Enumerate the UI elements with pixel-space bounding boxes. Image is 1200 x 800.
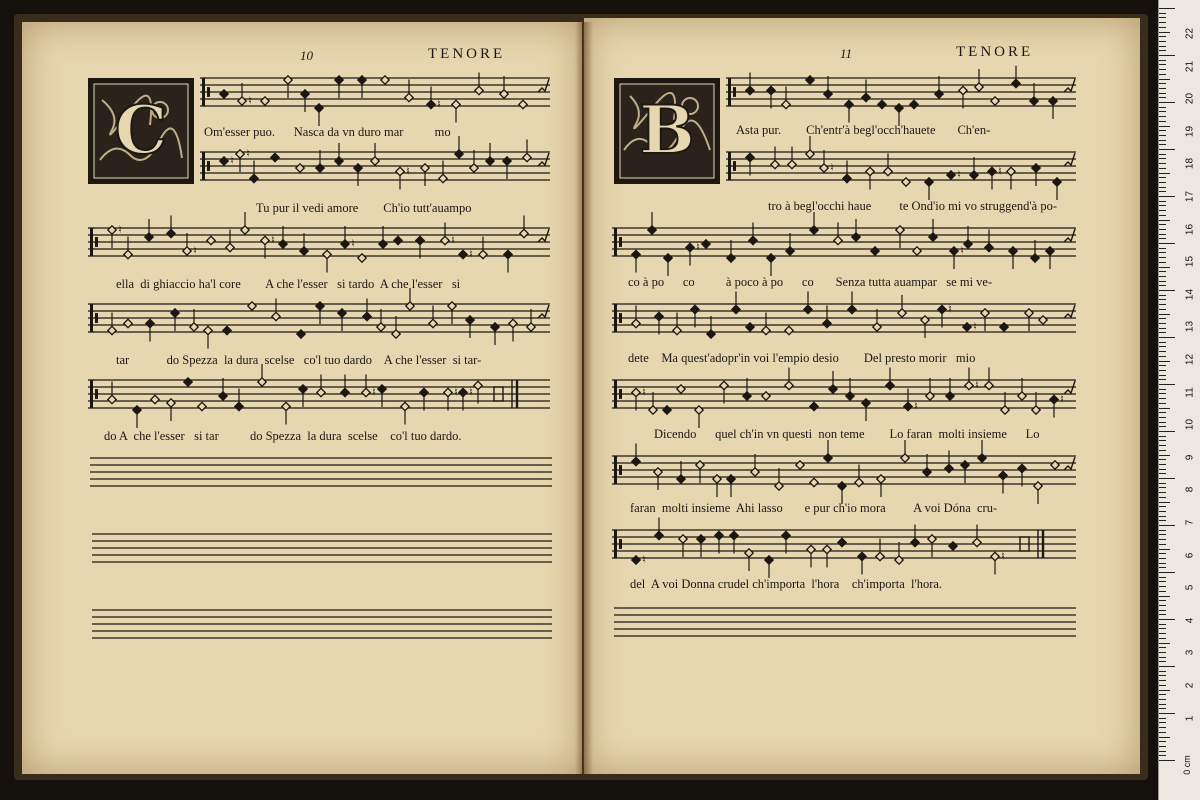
- lyric-line: Om'esser puo. Nasca da vn duro mar mo: [204, 125, 451, 139]
- ruler-label: 3: [1184, 650, 1196, 656]
- ruler-tick: [1159, 361, 1170, 362]
- ruler-tick: [1159, 600, 1166, 601]
- ruler-tick: [1159, 140, 1166, 141]
- music-staff: [88, 224, 550, 260]
- ruler-tick: [1159, 699, 1166, 700]
- lyric-line: co à po co à poco à po co Senza tutta auampar se mi ve-: [628, 275, 993, 289]
- svg-text:♮: ♮: [1001, 549, 1005, 563]
- measurement-ruler: [1158, 0, 1200, 800]
- ruler-label: 21: [1184, 60, 1196, 72]
- ruler-tick: [1159, 478, 1175, 479]
- svg-text:♮: ♮: [948, 302, 952, 316]
- ruler-tick: [1159, 525, 1175, 526]
- ruler-tick: [1159, 577, 1166, 578]
- ruler-tick: [1159, 337, 1175, 338]
- left-decorated-initial: [88, 78, 194, 184]
- ruler-tick: [1159, 412, 1166, 413]
- ruler-tick: [1159, 614, 1166, 615]
- svg-text:♮: ♮: [642, 385, 646, 399]
- ruler-tick: [1159, 356, 1166, 357]
- ruler-label: 6: [1184, 552, 1196, 558]
- empty-staff: [614, 604, 1076, 640]
- ruler-label: 20: [1184, 93, 1196, 105]
- right-part-name: TENORE: [956, 44, 1034, 60]
- lyric-line: faran molti insieme Ahi lasso e pur ch'io mora A voi Dóna cru-: [630, 501, 998, 515]
- ruler-tick: [1159, 652, 1166, 653]
- svg-text:♮: ♮: [469, 247, 473, 261]
- svg-text:♮: ♮: [998, 164, 1002, 178]
- svg-text:♮: ♮: [973, 320, 977, 333]
- ruler-tick: [1159, 130, 1166, 131]
- ruler-label: 22: [1184, 27, 1196, 40]
- lyric-line: del A voi Donna crudel ch'importa l'hora ch'importa l'hora.: [630, 577, 943, 591]
- ruler-tick: [1159, 224, 1166, 225]
- lyric-line: tro à begl'occhi haue te Ond'io mi vo struggend'à po-: [768, 199, 1057, 213]
- ruler-label: 15: [1184, 256, 1196, 268]
- ruler-tick: [1159, 436, 1166, 437]
- ruler-tick: [1159, 563, 1166, 564]
- ruler-tick: [1159, 431, 1175, 432]
- ruler-label: 18: [1184, 158, 1196, 170]
- ruler-tick: [1159, 408, 1170, 409]
- ruler-tick: [1159, 271, 1166, 272]
- ruler-tick: [1159, 50, 1166, 51]
- ruler-tick: [1159, 450, 1166, 451]
- empty-staff: [90, 454, 552, 490]
- ruler-label: 2: [1184, 682, 1196, 689]
- ruler-tick: [1159, 74, 1166, 75]
- lyric-line: dete Ma quest'adopr'in voi l'empio desio Del presto morir mio: [628, 351, 976, 365]
- ruler-tick: [1159, 323, 1166, 324]
- ruler-tick: [1159, 591, 1166, 592]
- ruler-tick: [1159, 534, 1166, 535]
- ruler-tick: [1159, 638, 1166, 639]
- ruler-tick: [1159, 93, 1166, 94]
- ruler-tick: [1159, 173, 1170, 174]
- ruler-tick: [1159, 459, 1166, 460]
- lyric-line: Asta pur. Ch'entr'à begl'occh'hauete Ch'en-: [736, 123, 991, 137]
- ruler-tick: [1159, 469, 1166, 470]
- ruler-tick: [1159, 149, 1175, 150]
- svg-text:♮: ♮: [454, 385, 458, 399]
- svg-text:♮: ♮: [437, 97, 441, 111]
- ruler-tick: [1159, 755, 1166, 756]
- ruler-tick: [1159, 163, 1166, 164]
- ruler-tick: [1159, 304, 1166, 305]
- lyric-line: Dicendo quel ch'in vn questi non teme Lo faran molti insieme Lo: [654, 427, 1040, 441]
- ruler-tick: [1159, 201, 1166, 202]
- ruler-tick: [1159, 680, 1166, 681]
- music-staff: [612, 376, 1076, 412]
- ruler-tick: [1159, 215, 1166, 216]
- svg-text:♮: ♮: [248, 94, 252, 107]
- ruler-tick: [1159, 690, 1170, 691]
- svg-text:♮: ♮: [960, 244, 964, 257]
- ruler-tick: [1159, 126, 1170, 127]
- ruler-tick: [1159, 751, 1166, 752]
- ruler-tick: [1159, 685, 1166, 686]
- ruler-tick: [1159, 746, 1166, 747]
- ruler-tick: [1159, 285, 1166, 286]
- ruler-tick: [1159, 332, 1166, 333]
- music-staff: [726, 74, 1076, 110]
- ruler-tick: [1159, 520, 1166, 521]
- ruler-tick: [1159, 27, 1166, 28]
- ruler-tick: [1159, 220, 1170, 221]
- svg-text:♮: ♮: [469, 385, 473, 399]
- ruler-tick: [1159, 248, 1166, 249]
- lyric-line: ella di ghiaccio ha'l core A che l'esser si tardo A che l'esser si: [116, 277, 461, 291]
- left-part-name: TENORE: [428, 46, 506, 62]
- ruler-tick: [1159, 464, 1166, 465]
- ruler-tick: [1159, 544, 1166, 545]
- ruler-label: 13: [1184, 321, 1196, 333]
- lyric-line: Tu pur il vedi amore Ch'io tutt'auampo: [256, 201, 472, 215]
- music-staff: [612, 526, 1076, 566]
- ruler-tick: [1159, 351, 1166, 352]
- ruler-tick: [1159, 643, 1170, 644]
- music-staff: [88, 376, 550, 412]
- ruler-tick: [1159, 384, 1175, 385]
- ruler-tick: [1159, 365, 1166, 366]
- ruler-label: 9: [1184, 454, 1196, 461]
- ruler-tick: [1159, 290, 1175, 291]
- ruler-tick: [1159, 36, 1166, 37]
- ruler-tick: [1159, 708, 1166, 709]
- ruler-label: 12: [1184, 353, 1196, 366]
- ruler-tick: [1159, 295, 1166, 296]
- empty-staff: [92, 606, 552, 642]
- ruler-tick: [1159, 671, 1166, 672]
- ruler-label: 7: [1184, 519, 1196, 526]
- ruler-tick: [1159, 79, 1170, 80]
- ruler-tick: [1159, 267, 1170, 268]
- ruler-tick: [1159, 497, 1166, 498]
- ruler-tick: [1159, 586, 1166, 587]
- ruler-label: 17: [1184, 190, 1196, 203]
- svg-text:♮: ♮: [957, 168, 961, 181]
- ruler-tick: [1159, 403, 1166, 404]
- music-staff: [726, 148, 1076, 184]
- ruler-tick: [1159, 455, 1170, 456]
- svg-text:♮: ♮: [1060, 392, 1064, 406]
- ruler-tick: [1159, 473, 1166, 474]
- ruler-tick: [1159, 737, 1170, 738]
- ruler-tick: [1159, 553, 1166, 554]
- ruler-tick: [1159, 732, 1166, 733]
- music-staff: [612, 300, 1076, 336]
- music-staff: [200, 74, 550, 110]
- lyric-line: tar do Spezza la dura scelse co'l tuo dardo A che l'esser si tar-: [116, 353, 482, 367]
- ruler-tick: [1159, 102, 1175, 103]
- ruler-tick: [1159, 196, 1175, 197]
- left-page-number: 10: [300, 48, 313, 63]
- ruler-tick: [1159, 389, 1166, 390]
- music-staff: [88, 300, 550, 336]
- ruler-tick: [1159, 567, 1166, 568]
- ruler-tick: [1159, 205, 1166, 206]
- ruler-tick: [1159, 17, 1166, 18]
- ruler-tick: [1159, 610, 1166, 611]
- ruler-tick: [1159, 41, 1166, 42]
- ruler-tick: [1159, 487, 1166, 488]
- ruler-tick: [1159, 581, 1166, 582]
- ruler-label: 11: [1184, 386, 1196, 398]
- ruler-tick: [1159, 605, 1166, 606]
- svg-text:♮: ♮: [830, 161, 834, 174]
- ruler-tick: [1159, 177, 1166, 178]
- right-decorated-initial: [614, 78, 720, 184]
- ruler-tick: [1159, 135, 1166, 136]
- ruler-label: 16: [1184, 223, 1196, 235]
- ruler-tick: [1159, 238, 1166, 239]
- ruler-tick: [1159, 675, 1166, 676]
- ruler-tick: [1159, 234, 1166, 235]
- svg-text:♮: ♮: [271, 233, 275, 247]
- ruler-tick: [1159, 158, 1166, 159]
- ruler-label: 5: [1184, 584, 1196, 591]
- ruler-label: 1: [1184, 715, 1196, 721]
- ruler-tick: [1159, 83, 1166, 84]
- ruler-tick: [1159, 210, 1166, 211]
- ruler-tick: [1159, 243, 1175, 244]
- ruler-tick: [1159, 379, 1166, 380]
- ruler-tick: [1159, 257, 1166, 258]
- music-staff: [200, 148, 550, 184]
- ruler-tick: [1159, 262, 1166, 263]
- ruler-tick: [1159, 722, 1166, 723]
- ruler-tick: [1159, 558, 1166, 559]
- ruler-tick: [1159, 549, 1170, 550]
- svg-text:♮: ♮: [372, 385, 376, 399]
- svg-text:♮: ♮: [193, 244, 197, 257]
- ruler-tick: [1159, 64, 1166, 65]
- ruler-label: 19: [1184, 125, 1196, 137]
- ruler-tick: [1159, 492, 1166, 493]
- ruler-tick: [1159, 633, 1166, 634]
- empty-staff: [92, 530, 552, 566]
- ruler-tick: [1159, 154, 1166, 155]
- ruler-tick: [1159, 60, 1166, 61]
- svg-text:♮: ♮: [118, 223, 122, 236]
- ruler-tick: [1159, 346, 1166, 347]
- ruler-tick: [1159, 375, 1166, 376]
- ruler-tick: [1159, 511, 1166, 512]
- ruler-tick: [1159, 299, 1166, 300]
- ruler-tick: [1159, 727, 1166, 728]
- ruler-tick: [1159, 69, 1166, 70]
- ruler-tick: [1159, 97, 1166, 98]
- ruler-tick: [1159, 281, 1166, 282]
- ruler-tick: [1159, 624, 1166, 625]
- music-staff: [612, 452, 1076, 488]
- svg-text:♮: ♮: [351, 237, 355, 250]
- ruler-tick: [1159, 55, 1175, 56]
- ruler-label: 14: [1184, 288, 1196, 300]
- ruler-tick: [1159, 252, 1166, 253]
- ruler-tick: [1159, 370, 1166, 371]
- ruler-tick: [1159, 713, 1175, 714]
- lyric-line: do A che l'esser si tar do Spezza la dura scelse co'l tuo dardo.: [104, 429, 462, 443]
- svg-text:♮: ♮: [230, 154, 234, 167]
- svg-text:♮: ♮: [406, 164, 410, 178]
- svg-text:♮: ♮: [451, 233, 455, 247]
- ruler-tick: [1159, 144, 1166, 145]
- ruler-tick: [1159, 741, 1166, 742]
- ruler-tick: [1159, 426, 1166, 427]
- ruler-tick: [1159, 445, 1166, 446]
- ruler-tick: [1159, 483, 1166, 484]
- ruler-tick: [1159, 107, 1166, 108]
- ruler-tick: [1159, 13, 1166, 14]
- ruler-tick: [1159, 619, 1175, 620]
- ruler-tick: [1159, 628, 1166, 629]
- ruler-tick: [1159, 182, 1166, 183]
- ruler-tick: [1159, 22, 1166, 23]
- ruler-tick: [1159, 328, 1166, 329]
- svg-text:♮: ♮: [696, 240, 700, 254]
- ruler-unit-label: 0 cm: [1181, 755, 1192, 775]
- ruler-tick: [1159, 318, 1166, 319]
- svg-text:♮: ♮: [914, 399, 918, 413]
- svg-text:♮: ♮: [246, 147, 250, 160]
- ruler-tick: [1159, 276, 1166, 277]
- svg-text:♮: ♮: [642, 553, 646, 566]
- ruler-tick: [1159, 530, 1166, 531]
- svg-text:♮: ♮: [975, 378, 979, 392]
- ruler-tick: [1159, 694, 1166, 695]
- ruler-tick: [1159, 657, 1166, 658]
- ruler-tick: [1159, 46, 1166, 47]
- initial-letter: C: [114, 91, 168, 169]
- ruler-label: 10: [1184, 419, 1196, 431]
- ruler-tick: [1159, 516, 1166, 517]
- ruler-tick: [1159, 88, 1166, 89]
- music-staff: [612, 224, 1076, 260]
- ruler-label: 4: [1184, 617, 1196, 624]
- ruler-tick: [1159, 647, 1166, 648]
- ruler-tick: [1159, 398, 1166, 399]
- initial-letter: B: [639, 91, 695, 169]
- ruler-tick: [1159, 314, 1170, 315]
- ruler-tick: [1159, 121, 1166, 122]
- right-page-number: 11: [840, 46, 853, 61]
- book-gutter: [575, 22, 593, 774]
- ruler-tick: [1159, 422, 1166, 423]
- ruler-tick: [1159, 342, 1166, 343]
- ruler-tick: [1159, 760, 1175, 761]
- ruler-tick: [1159, 506, 1166, 507]
- ruler-tick: [1159, 440, 1166, 441]
- ruler-tick: [1159, 502, 1170, 503]
- ruler-tick: [1159, 596, 1170, 597]
- ruler-tick: [1159, 191, 1166, 192]
- ruler-tick: [1159, 393, 1166, 394]
- ruler-tick: [1159, 187, 1166, 188]
- ruler-tick: [1159, 116, 1166, 117]
- ruler-tick: [1159, 539, 1166, 540]
- ruler-tick: [1159, 666, 1175, 667]
- ruler-tick: [1159, 309, 1166, 310]
- ruler-tick: [1159, 572, 1175, 573]
- ruler-label: 8: [1184, 487, 1196, 493]
- ruler-tick: [1159, 168, 1166, 169]
- ruler-tick: [1159, 32, 1170, 33]
- ruler-tick: [1159, 704, 1166, 705]
- ruler-tick: [1159, 718, 1166, 719]
- ruler-tick: [1159, 8, 1175, 9]
- ruler-tick: [1159, 111, 1166, 112]
- ruler-tick: [1159, 229, 1166, 230]
- ruler-tick: [1159, 417, 1166, 418]
- ruler-tick: [1159, 661, 1166, 662]
